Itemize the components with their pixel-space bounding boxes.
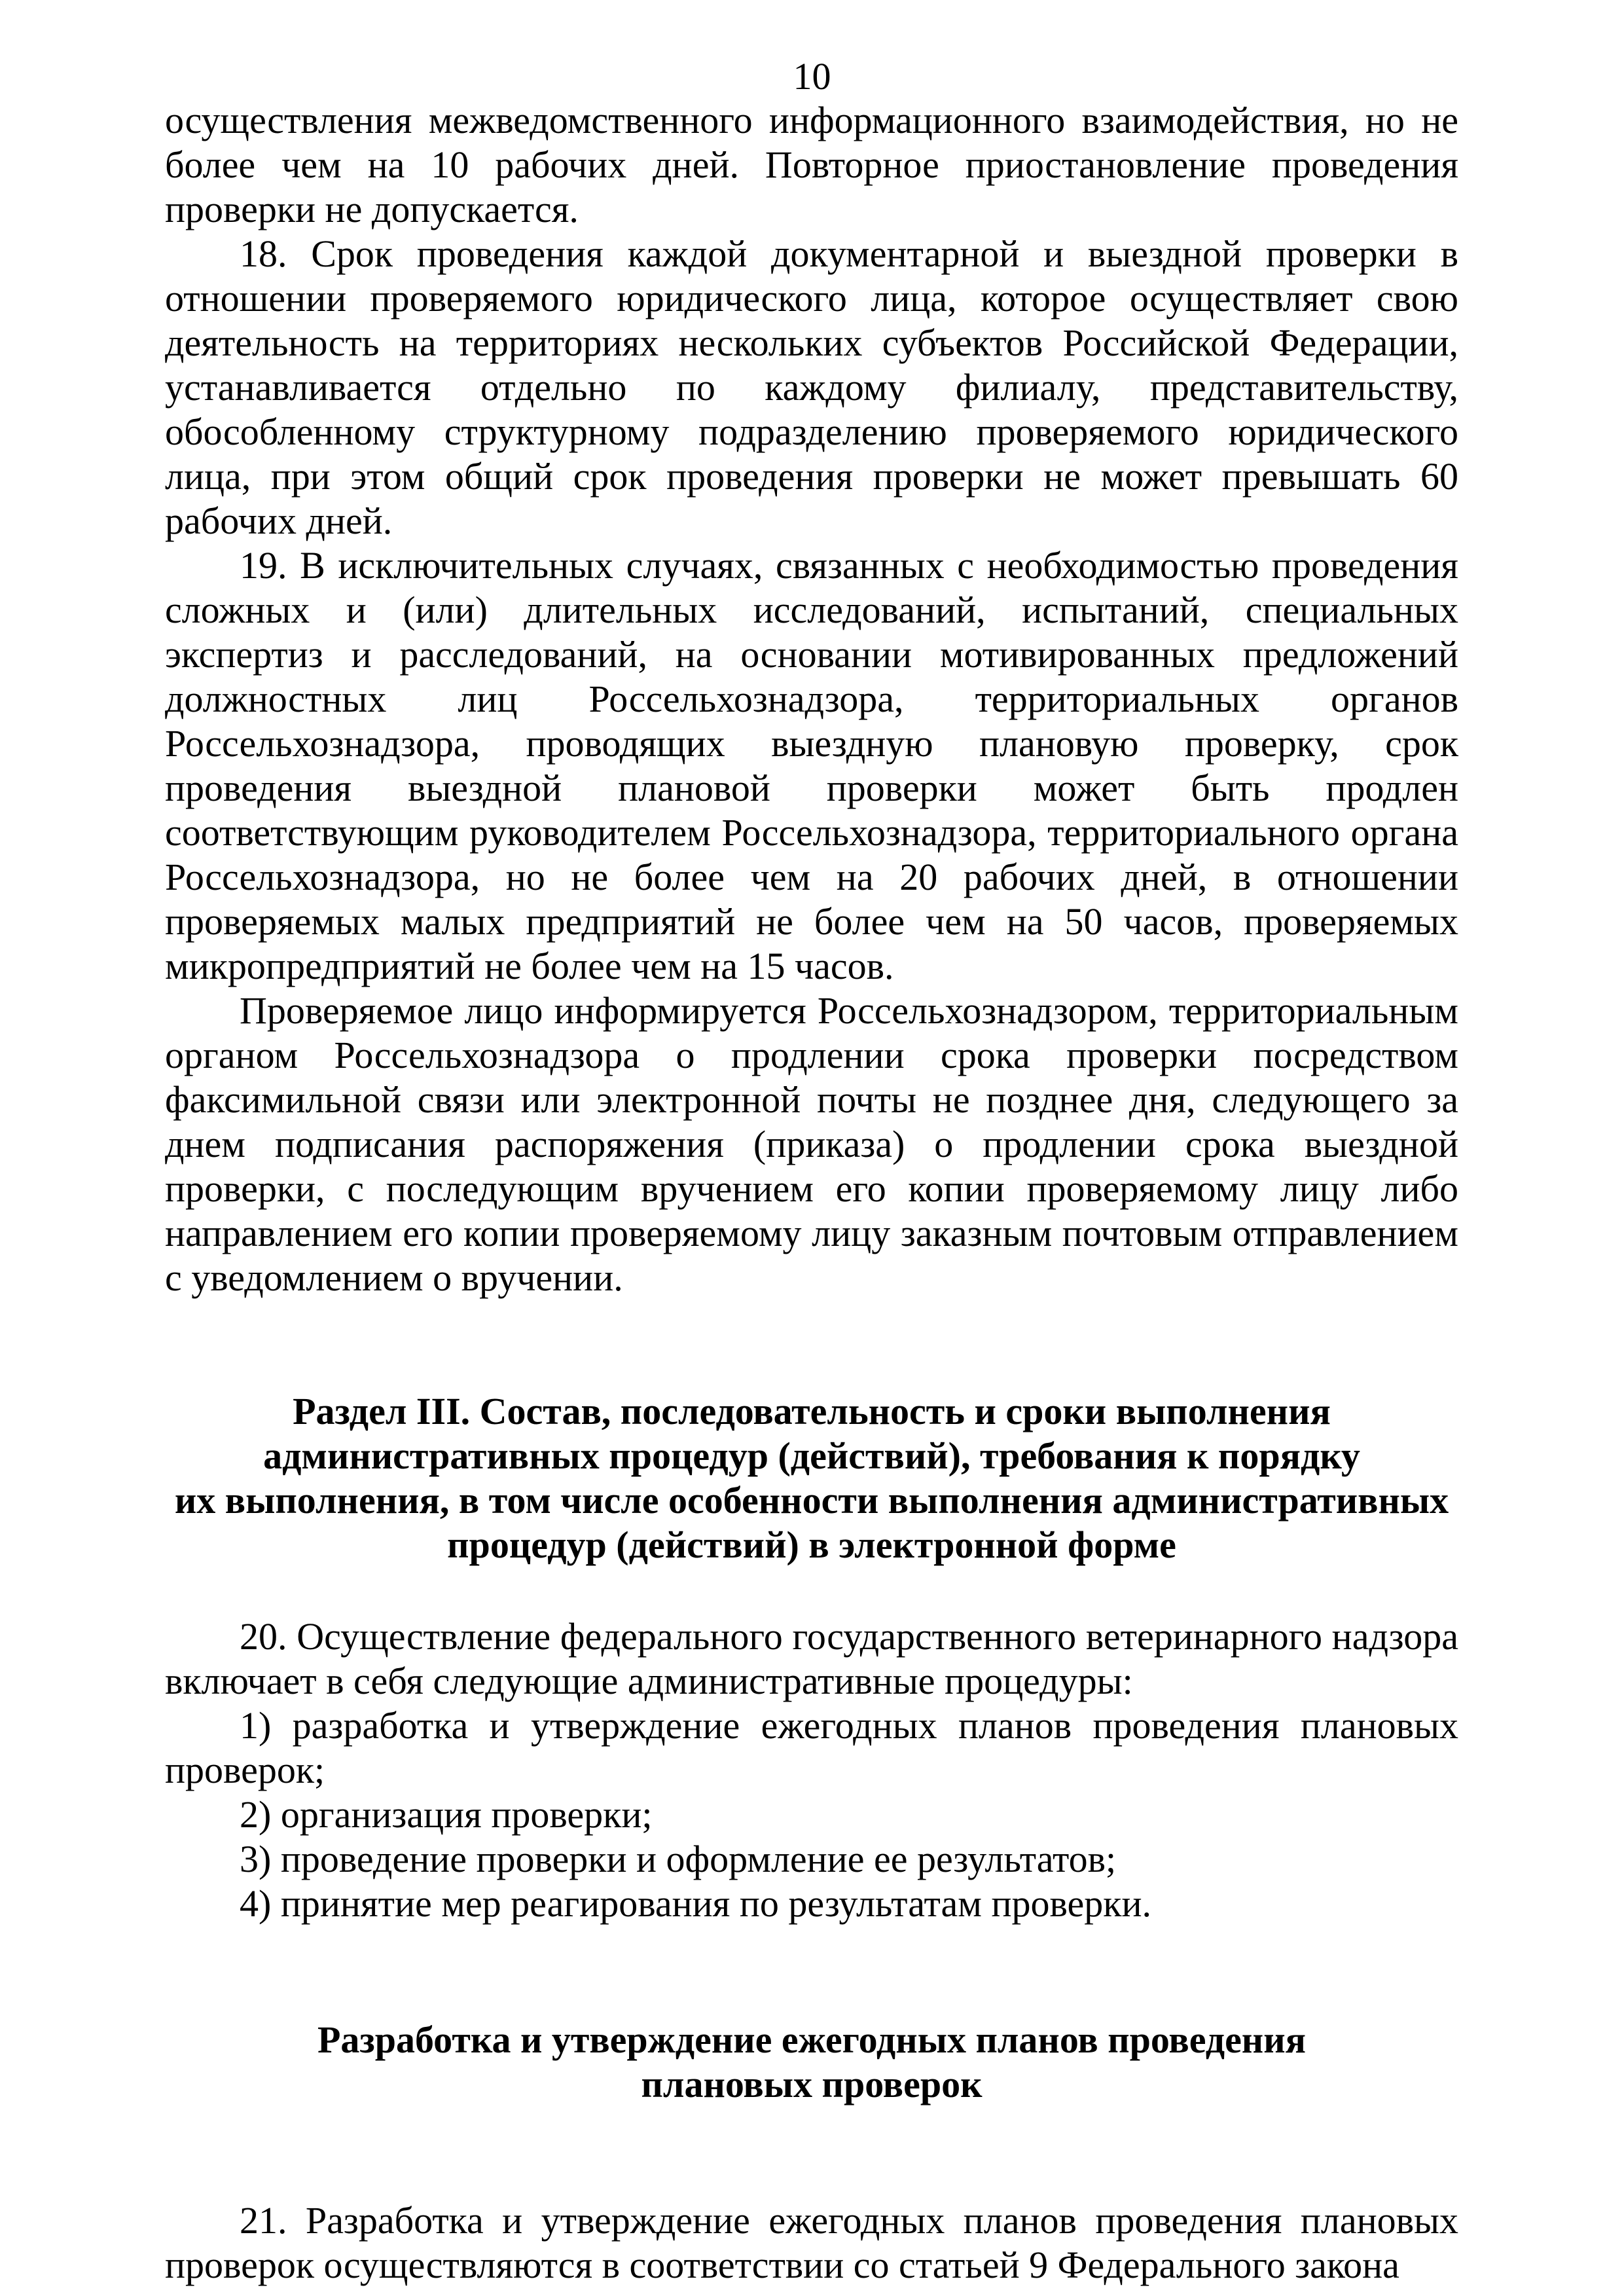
paragraph-continuation: осуществления межведомственного информационного взаимодействия, но не более чем на 10 рабочих дней. Повторное приостановление проведения проверки не допускается.: [165, 99, 1458, 230]
paragraph-item-20: 20. Осуществление федерального государственного ветеринарного надзора включает в себя следующие административные процедуры:: [165, 1615, 1458, 1702]
section-heading-line: административных процедур (действий), требования к порядку: [263, 1434, 1360, 1477]
paragraph-item-19: 19. В исключительных случаях, связанных с необходимостью проведения сложных и (или) длительных исследований, испытаний, специальных экспертиз и расследований, на основании мотивированных предложений должностных лиц Россельхознадзора, территориальных органов Россельхознадзора, проводящих выездную плановую проверку, срок проведения выездной плановой проверки может быть продлен соответствующим руководителем Россельхознадзора, территориального органа Россельхознадзора, но не более чем на 20 рабочих дней, в отношении проверяемых малых предприятий не более чем на 50 часов, проверяемых микропредприятий не более чем на 15 часов.: [165, 544, 1458, 987]
section-heading-line: их выполнения, в том числе особенности выполнения административных: [174, 1479, 1449, 1522]
spacer: [165, 1926, 1458, 2018]
list-item: 1) разработка и утверждение ежегодных планов проведения плановых проверок;: [165, 1704, 1458, 1791]
section-heading-line: процедур (действий) в электронной форме: [447, 1523, 1176, 1566]
subsection-heading: [165, 2018, 1458, 2107]
paragraph-notification: Проверяемое лицо информируется Россельхознадзором, территориальным органом Россельхознадзора о продлении срока проверки посредством факсимильной связи или электронной почты не позднее дня, следующего за днем подписания распоряжения (приказа) о продлении срока выездной проверки, с последующим вручением его копии проверяемому лицу либо направлением его копии проверяемому лицу заказным почтовым отправлением с уведомлением о вручении.: [165, 989, 1458, 1299]
spacer: [165, 2107, 1458, 2198]
section-heading: [165, 1389, 1458, 1567]
paragraph-item-21: 21. Разработка и утверждение ежегодных планов проведения плановых проверок осуществляются в соответствии со статьей 9 Федерального закона: [165, 2199, 1458, 2286]
paragraph-item-18: 18. Срок проведения каждой документарной и выездной проверки в отношении проверяемого юридического лица, которое осуществляет свою деятельность на территориях нескольких субъектов Российской Федерации, устанавливается отдельно по каждому филиалу, представительству, обособленному структурному подразделению проверяемого юридического лица, при этом общий срок проведения проверки не может превышать 60 рабочих дней.: [165, 232, 1458, 542]
list-item: 3) проведение проверки и оформление ее результатов;: [240, 1838, 1117, 1880]
list-item: 2) организация проверки;: [240, 1793, 653, 1836]
section-heading-line: Раздел III. Состав, последовательность и сроки выполнения: [293, 1390, 1331, 1432]
spacer: [165, 1300, 1458, 1389]
subsection-heading-line: плановых проверок: [641, 2063, 983, 2105]
subsection-heading-line: Разработка и утверждение ежегодных планов проведения: [317, 2018, 1307, 2061]
list-item: 4) принятие мер реагирования по результатам проверки.: [240, 1882, 1151, 1925]
spacer: [165, 1567, 1458, 1614]
document-body: [165, 98, 1458, 2287]
page-number: 10: [793, 55, 831, 98]
